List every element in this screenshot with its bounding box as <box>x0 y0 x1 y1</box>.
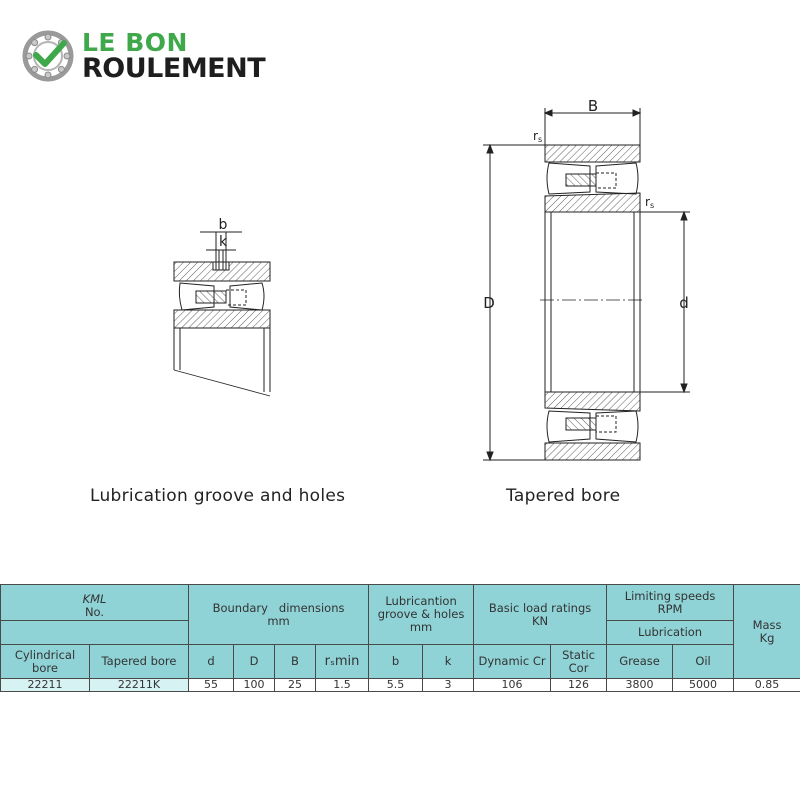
cell-cylindrical-bore: 22211 <box>1 679 90 692</box>
caption-tapered-bore: Tapered bore <box>506 486 621 506</box>
col-rsmin: rₛmin <box>316 645 369 679</box>
tapered-bore-drawing <box>483 108 690 460</box>
label-b: b <box>218 217 228 233</box>
col-cylindrical-bore: Cylindrical bore <box>1 645 90 679</box>
cell-mass: 0.85 <box>734 679 800 692</box>
cell-b: 5.5 <box>369 679 423 692</box>
cell-B: 25 <box>275 679 316 692</box>
header-boundary: Boundary dimensions mm <box>189 585 369 645</box>
col-D: D <box>234 645 275 679</box>
col-static: Static Cor <box>551 645 607 679</box>
label-rs-mid: rs <box>645 195 655 210</box>
specification-table <box>0 584 800 692</box>
header-load-ratings: Basic load ratings KN <box>474 585 607 645</box>
col-oil: Oil <box>673 645 734 679</box>
col-d: d <box>189 645 234 679</box>
header-limiting-speeds: Limiting speeds RPM <box>607 585 734 621</box>
label-d: d <box>679 294 689 312</box>
label-rs-top: rs <box>533 129 543 144</box>
logo-line2: ROULEMENT <box>82 53 266 84</box>
cell-grease: 3800 <box>607 679 673 692</box>
col-grease: Grease <box>607 645 673 679</box>
cell-tapered-bore: 22211K <box>90 679 189 692</box>
logo-line1: LE BON <box>82 28 188 57</box>
header-kml-spacer <box>1 621 189 645</box>
col-dynamic: Dynamic Cr <box>474 645 551 679</box>
header-lubrication: Lubrication <box>607 621 734 645</box>
header-kml: KML No. <box>1 585 189 621</box>
col-B: B <box>275 645 316 679</box>
caption-lubrication: Lubrication groove and holes <box>90 486 346 506</box>
label-D: D <box>483 294 495 312</box>
cell-oil: 5000 <box>673 679 734 692</box>
header-mass: Mass Kg <box>734 585 800 679</box>
label-k: k <box>218 234 228 250</box>
cell-d: 55 <box>189 679 234 692</box>
cell-rsmin: 1.5 <box>316 679 369 692</box>
cell-D: 100 <box>234 679 275 692</box>
label-B: B <box>587 97 599 115</box>
cell-static: 126 <box>551 679 607 692</box>
col-b: b <box>369 645 423 679</box>
col-tapered-bore: Tapered bore <box>90 645 189 679</box>
cell-dynamic: 106 <box>474 679 551 692</box>
header-lubrication-groove: Lubricantion groove & holes mm <box>369 585 474 645</box>
table-row <box>1 679 800 692</box>
col-k: k <box>423 645 474 679</box>
cell-k: 3 <box>423 679 474 692</box>
lubrication-groove-drawing <box>174 232 270 396</box>
